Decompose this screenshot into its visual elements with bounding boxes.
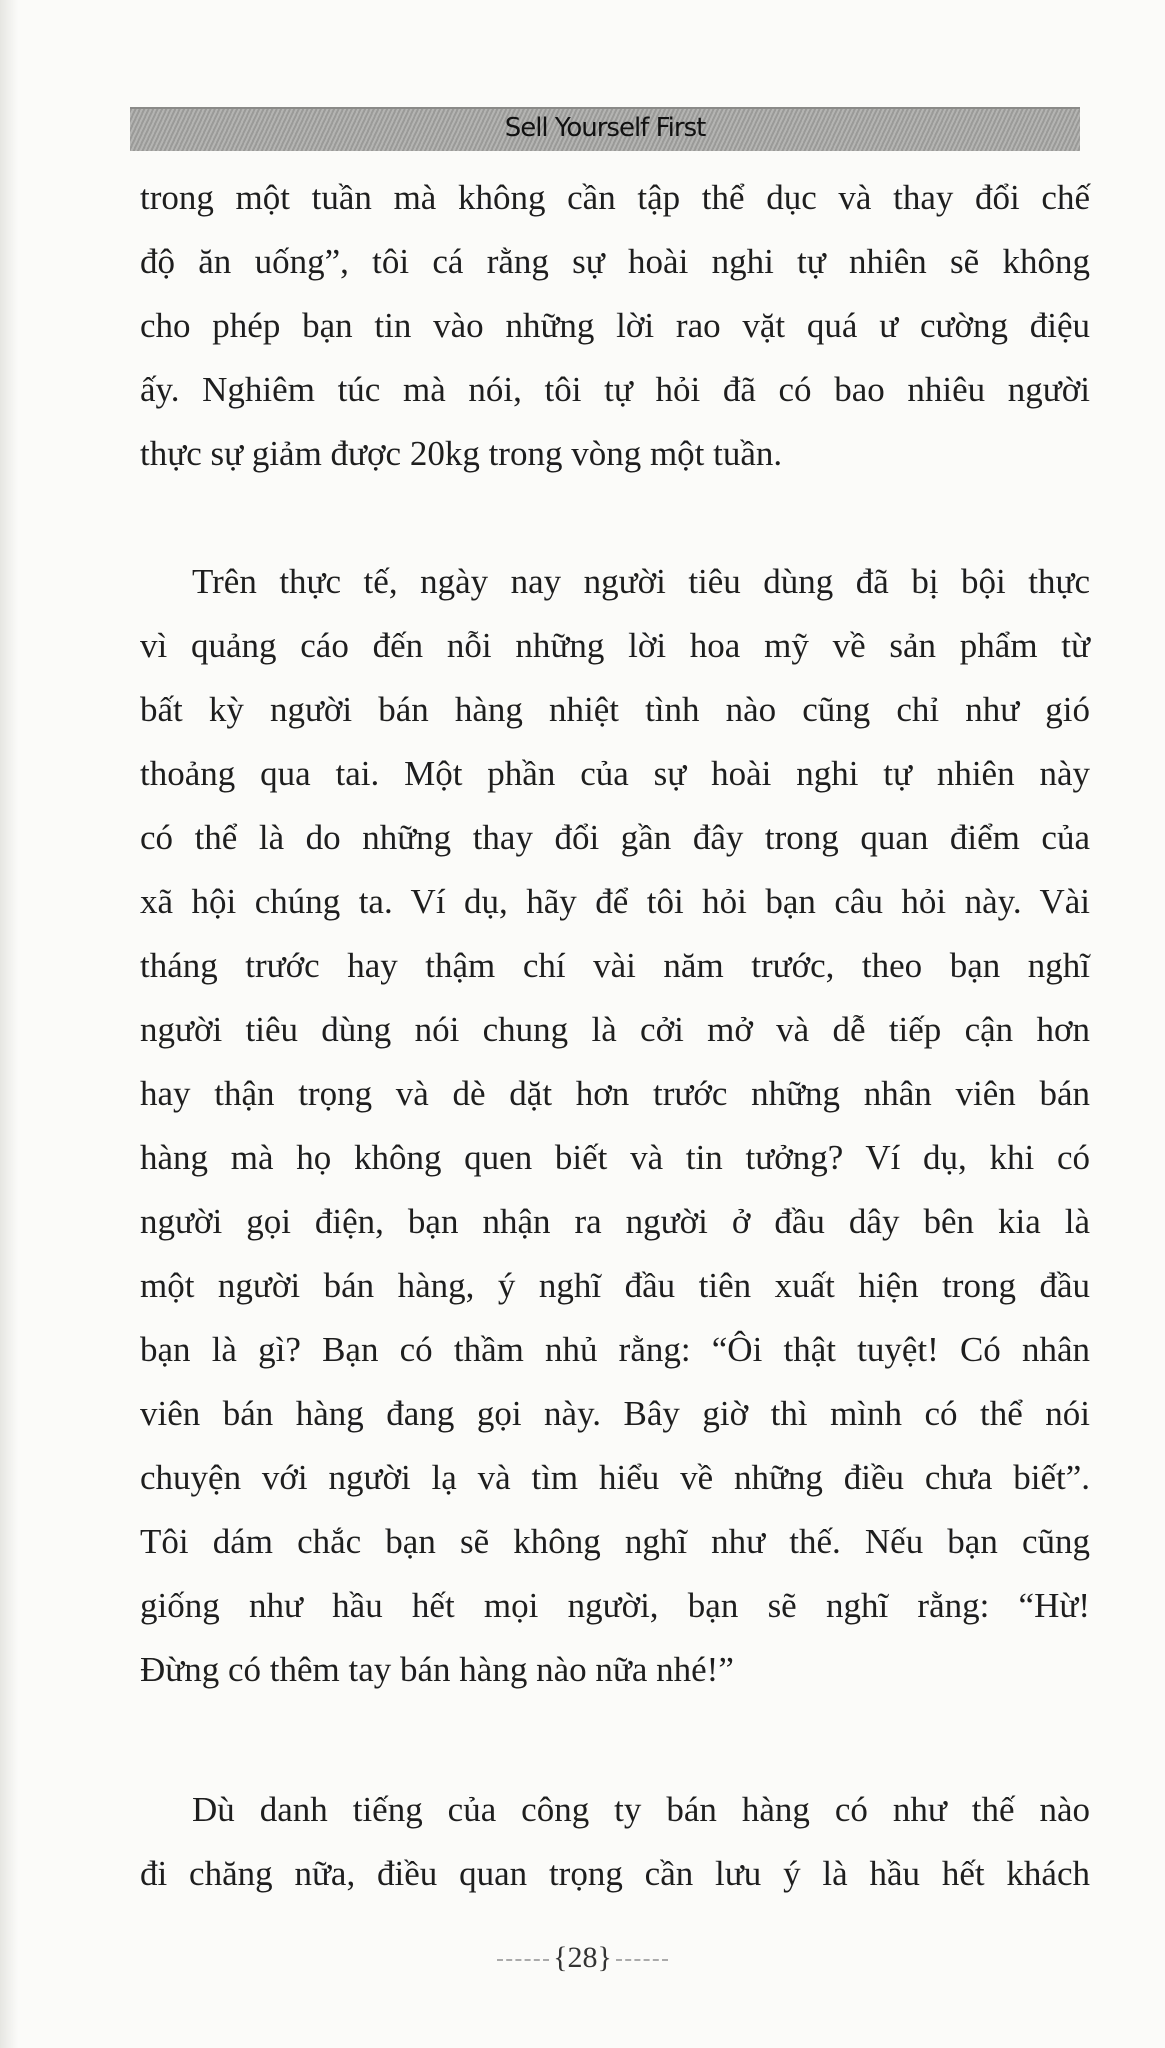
text-line: hay thận trọng và dè dặt hơn trước những nhân viên bán: [140, 1074, 1090, 1113]
text-line: người tiêu dùng nói chung là cởi mở và dễ tiếp cận hơn: [140, 1010, 1090, 1049]
text-line: một người bán hàng, ý nghĩ đầu tiên xuất hiện trong đầu: [140, 1266, 1090, 1305]
book-title: Sell Yourself First: [504, 113, 706, 143]
page-number: {28}: [0, 1938, 1165, 1978]
paragraph-1: [140, 166, 1090, 486]
text-line: giống như hầu hết mọi người, bạn sẽ nghĩ rằng: “Hừ!: [140, 1586, 1090, 1625]
text-line: bạn là gì? Bạn có thầm nhủ rằng: “Ôi thật tuyệt! Có nhân: [140, 1330, 1090, 1369]
text-line: chuyện với người lạ và tìm hiểu về những điều chưa biết”.: [140, 1458, 1090, 1497]
text-line: thoảng qua tai. Một phần của sự hoài nghi tự nhiên này: [140, 754, 1090, 793]
text-line: thực sự giảm được 20kg trong vòng một tuần.: [140, 434, 783, 473]
running-header: [130, 107, 1080, 151]
paragraph-3: [140, 1778, 1090, 1906]
text-line: cho phép bạn tin vào những lời rao vặt quá ư cường điệu: [140, 306, 1090, 345]
text-line: bất kỳ người bán hàng nhiệt tình nào cũng chỉ như gió: [140, 690, 1090, 729]
text-line: hàng mà họ không quen biết và tin tưởng? Ví dụ, khi có: [140, 1138, 1090, 1177]
page-edge-shadow: [0, 0, 18, 2048]
text-line: độ ăn uống”, tôi cá rằng sự hoài nghi tự nhiên sẽ không: [140, 242, 1090, 281]
text-line: xã hội chúng ta. Ví dụ, hãy để tôi hỏi bạn câu hỏi này. Vài: [140, 882, 1090, 921]
text-line: tháng trước hay thậm chí vài năm trước, theo bạn nghĩ: [140, 946, 1090, 985]
text-line: vì quảng cáo đến nỗi những lời hoa mỹ về sản phẩm từ: [140, 626, 1090, 665]
text-line: người gọi điện, bạn nhận ra người ở đầu dây bên kia là: [140, 1202, 1090, 1241]
text-line: Tôi dám chắc bạn sẽ không nghĩ như thế. Nếu bạn cũng: [140, 1522, 1090, 1561]
text-line: Dù danh tiếng của công ty bán hàng có như thế nào: [192, 1790, 1090, 1829]
text-line: có thể là do những thay đổi gần đây trong quan điểm của: [140, 818, 1090, 857]
text-line: Đừng có thêm tay bán hàng nào nữa nhé!”: [140, 1650, 734, 1689]
text-line: viên bán hàng đang gọi này. Bây giờ thì mình có thể nói: [140, 1394, 1090, 1433]
text-line: đi chăng nữa, điều quan trọng cần lưu ý là hầu hết khách: [140, 1854, 1090, 1893]
paragraph-2: [140, 550, 1090, 1702]
text-line: ấy. Nghiêm túc mà nói, tôi tự hỏi đã có bao nhiêu người: [140, 370, 1090, 409]
text-line: trong một tuần mà không cần tập thể dục và thay đổi chế: [140, 178, 1090, 217]
text-line: Trên thực tế, ngày nay người tiêu dùng đã bị bội thực: [192, 562, 1090, 601]
